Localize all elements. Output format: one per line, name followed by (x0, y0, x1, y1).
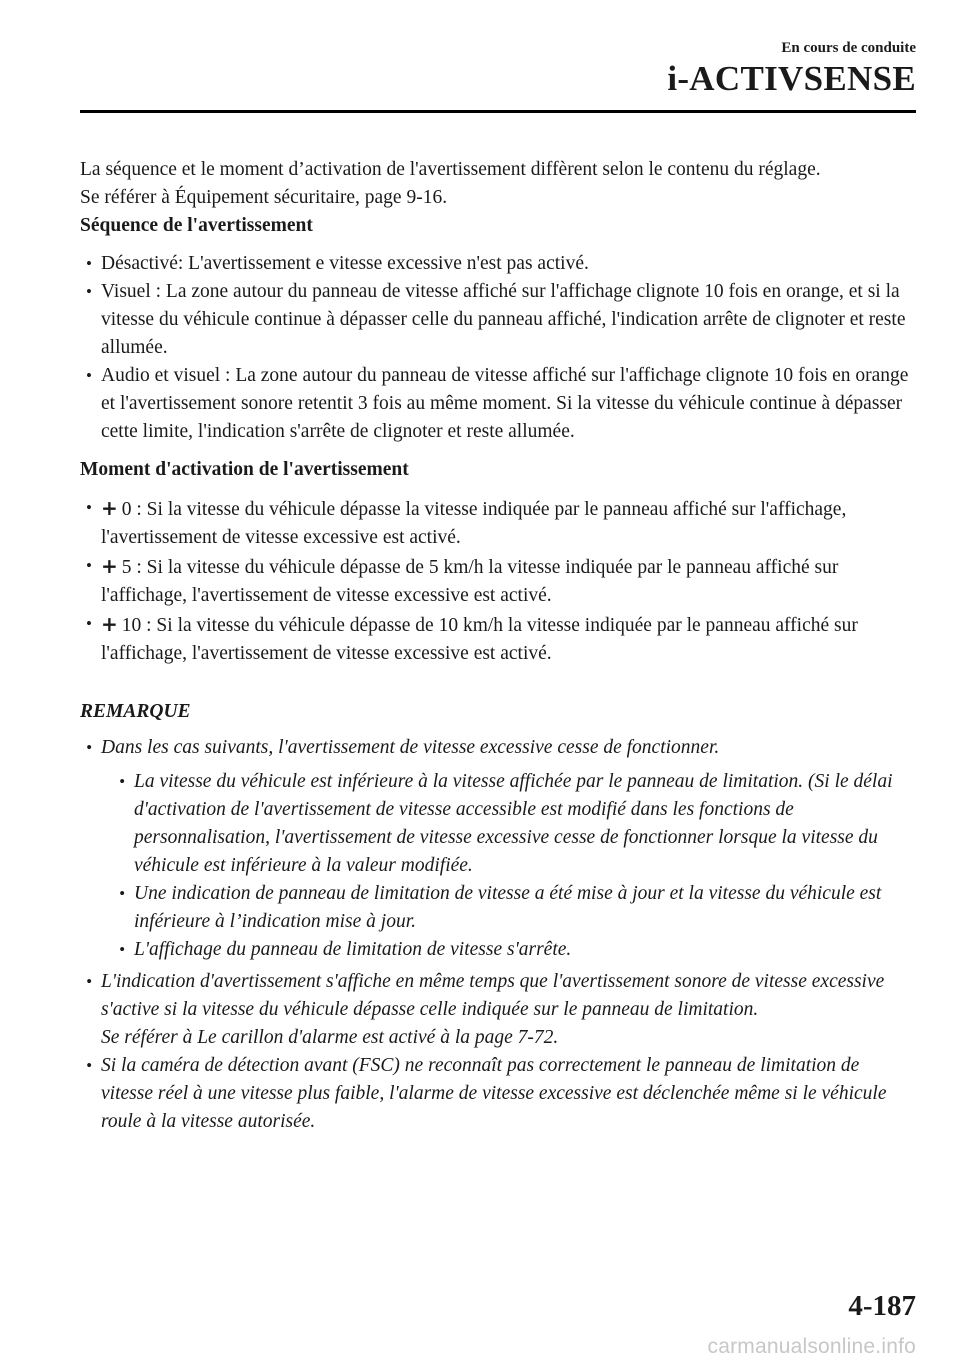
moment-list (80, 494, 916, 668)
list-item: • Visuel : La zone autour du panneau de vitesse affiché sur l'affichage clignote 10 fois en orange, et si la vitesse du véhicule continue à dépasser celle du panneau affiché, l'indication arrête de clignoter et reste allumée. (80, 278, 916, 362)
bullet-icon: • (86, 498, 92, 517)
bullet-icon: • (119, 772, 125, 791)
page-number: 4-187 (848, 1290, 916, 1322)
list-item: • Audio et visuel : La zone autour du panneau de vitesse affiché sur l'affichage clignote 10 fois en orange et l'avertissement sonore retentit 3 fois au même moment. Si la vitesse du véhicule continue à dépasser cette limite, l'indication s'arrête de clignoter et reste allumée. (80, 362, 916, 446)
intro-text: La séquence et le moment d’activation de l'avertissement diffèrent selon le contenu du réglage. (80, 159, 821, 180)
note-sub-list (113, 768, 916, 964)
plus-icon: + (101, 612, 118, 636)
note-title: REMARQUE (80, 701, 191, 722)
list-item: • La vitesse du véhicule est inférieure à la vitesse affichée par le panneau de limitation. (Si le délai d'activation de l'avertissement de vitesse accessible est modifié dans les fonctions de personnalisation, l'avertissement de vitesse excessive cesse de fonctionner lorsque la vitesse du véhicule est inférieure à la valeur modifiée. (113, 768, 916, 880)
note-list (80, 734, 916, 1136)
page-content (80, 156, 916, 1136)
bullet-icon: • (86, 614, 92, 633)
moment-heading: Moment d'activation de l'avertissement (80, 459, 409, 480)
watermark: carmanualsonline.info (707, 1335, 916, 1358)
sequence-heading: Séquence de l'avertissement (80, 215, 313, 236)
note-section (80, 698, 916, 1136)
plus-icon: + (101, 496, 118, 520)
chapter-title: En cours de conduite (781, 40, 916, 56)
bullet-icon: • (86, 972, 92, 991)
list-item: • Désactivé: L'avertissement e vitesse excessive n'est pas activé. (80, 250, 916, 278)
list-item: • Si la caméra de détection avant (FSC) ne reconnaît pas correctement le panneau de limitation de vitesse réel à une vitesse plus faible, l'alarme de vitesse excessive est déclenchée même si le véhicule roule à la vitesse autorisée. (80, 1052, 916, 1136)
list-item: • + 10 : Si la vitesse du véhicule dépasse de 10 km/h la vitesse indiquée par le panneau affiché sur l'affichage, l'avertissement de vitesse excessive est activé. (86, 612, 858, 664)
bullet-icon: • (119, 884, 125, 903)
section-title: i-ACTIVSENSE (667, 59, 916, 98)
plus-icon: + (101, 554, 118, 578)
bullet-icon: • (86, 556, 92, 575)
bullet-icon: • (86, 254, 92, 273)
list-item: • L'indication d'avertissement s'affiche en même temps que l'avertissement sonore de vitesse excessive s'active si la vitesse du véhicule dépasse celle indiquée sur le panneau de limitation. Se référer à Le carillon d'alarme est activé à la page 7-72. (80, 968, 916, 1052)
intro-reference: Se référer à Équipement sécuritaire, page 9-16. (80, 187, 448, 208)
bullet-icon: • (119, 940, 125, 959)
header-rule (80, 110, 916, 113)
sequence-list (80, 250, 916, 446)
list-item: • Dans les cas suivants, l'avertissement de vitesse excessive cesse de fonctionner. • La vitesse du véhicule est inférieure à la vitesse affichée par le panneau de limitation. (Si le délai d'activation de l'avertissement de vitesse accessible est modifié dans les fonctions de personnalisation, l'avertissement de vitesse excessive cesse de fonctionner lorsque la vitesse du véhicule est inférieure à la valeur modifiée. • Une indication de panneau de limitation de vitesse a été mise à jour et la vitesse du véhicule est inférieure à l’indication mise à jour. • L'affichage du panneau de limitation de vitesse s'arrête. (80, 734, 916, 964)
page-header (80, 40, 916, 98)
list-item: • + 5 : Si la vitesse du véhicule dépasse de 5 km/h la vitesse indiquée par le panneau affiché sur l'affichage, l'avertissement de vitesse excessive est activé. (86, 554, 839, 606)
bullet-icon: • (86, 282, 92, 301)
bullet-icon: • (86, 366, 92, 385)
list-item: • + 0 : Si la vitesse du véhicule dépasse la vitesse indiquée par le panneau affiché sur l'affichage, l'avertissement de vitesse excessive est activé. (86, 496, 847, 548)
bullet-icon: • (86, 738, 92, 757)
note-reference: Se référer à Le carillon d'alarme est activé à la page 7-72. (101, 1027, 559, 1048)
list-item: • L'affichage du panneau de limitation de vitesse s'arrête. (113, 936, 916, 964)
list-item: • Une indication de panneau de limitation de vitesse a été mise à jour et la vitesse du véhicule est inférieure à l’indication mise à jour. (113, 880, 916, 936)
bullet-icon: • (86, 1056, 92, 1075)
